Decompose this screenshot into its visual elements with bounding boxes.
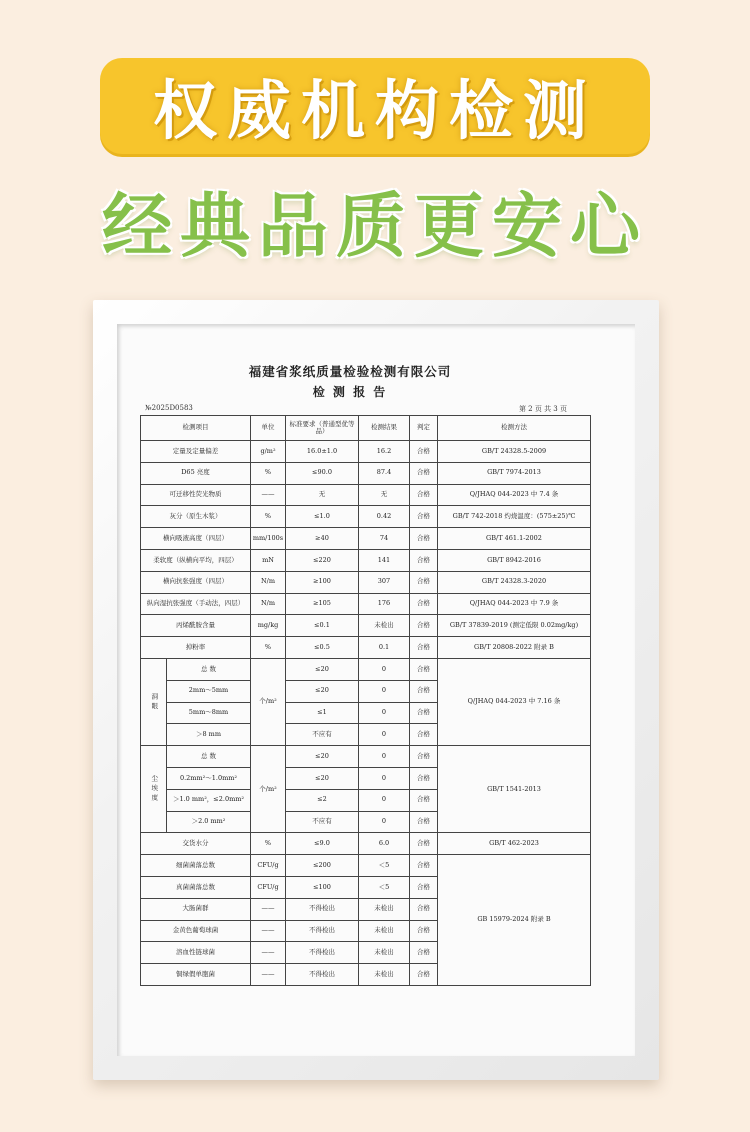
cell-unit: —— [251,898,286,920]
header-item: 检测项目 [141,416,251,441]
cell-standard: 不得检出 [286,920,359,942]
header-verdict: 判定 [410,416,438,441]
cell-result: 未检出 [359,898,410,920]
cell-result: 0 [359,767,410,789]
cell-verdict: 合格 [410,571,438,593]
cell-result: 87.4 [359,462,410,484]
cell-verdict: 合格 [410,942,438,964]
cell-verdict: 合格 [410,811,438,833]
cell-standard: ≥40 [286,528,359,550]
cell-standard: ≤0.1 [286,615,359,637]
cell-unit: 个/m² [251,658,286,745]
hero-badge [100,58,650,154]
cell-item: 可迁移性荧光物质 [141,484,251,506]
cell-standard: ≤1.0 [286,506,359,528]
cell-item: 横向抗张强度（四层） [141,571,251,593]
table-row [141,855,591,877]
report-company: 福建省浆纸质量检验检测有限公司 [248,364,452,379]
cell-result: 无 [359,484,410,506]
cell-verdict: 合格 [410,702,438,724]
cell-item: 总 数 [167,746,251,768]
cell-verdict: 合格 [410,746,438,768]
cell-unit: CFU/g [251,855,286,877]
cell-method: GB 15979-2024 附录 B [438,855,591,986]
cell-verdict: 合格 [410,549,438,571]
cell-verdict: 合格 [410,637,438,659]
cell-unit: % [251,506,286,528]
hero-subtitle: 经典品质更安心 [102,185,648,267]
cell-item: 横向吸液高度（四层） [141,528,251,550]
cell-standard: ≤20 [286,767,359,789]
cell-result: 未检出 [359,920,410,942]
cell-verdict: 合格 [410,441,438,463]
cell-verdict: 合格 [410,833,438,855]
cell-item: ＞2.0 mm² [167,811,251,833]
cell-verdict: 合格 [410,767,438,789]
cell-standard: 不应有 [286,811,359,833]
cell-result: ＜5 [359,876,410,898]
cell-item: 细菌菌落总数 [141,855,251,877]
cell-verdict: 合格 [410,484,438,506]
cell-standard: 不应有 [286,724,359,746]
cell-result: 0 [359,702,410,724]
cell-item: 5mm～8mm [167,702,251,724]
cell-unit: —— [251,484,286,506]
cell-item: 铜绿假单胞菌 [141,964,251,986]
cell-result: 141 [359,549,410,571]
table-row [141,658,591,680]
cell-item: D65 亮度 [141,462,251,484]
cell-standard: ≤1 [286,702,359,724]
cell-verdict: 合格 [410,920,438,942]
table-row [141,833,591,855]
cell-item: 交货水分 [141,833,251,855]
cell-result: 0 [359,789,410,811]
header-standard: 标准要求（普通型优等品） [286,416,359,441]
cell-standard: ≥105 [286,593,359,615]
picture-frame [93,300,659,1080]
cell-verdict: 合格 [410,876,438,898]
cell-standard: 不得检出 [286,942,359,964]
cell-item: 大肠菌群 [141,898,251,920]
cell-method: GB/T 461.1-2002 [438,528,591,550]
cell-standard: ≤2 [286,789,359,811]
cell-unit: % [251,637,286,659]
header-result: 检测结果 [359,416,410,441]
cell-result: 176 [359,593,410,615]
cell-method: GB/T 8942-2016 [438,549,591,571]
cell-result: 6.0 [359,833,410,855]
cell-method: GB/T 24328.5-2009 [438,441,591,463]
cell-verdict: 合格 [410,658,438,680]
header-unit: 单位 [251,416,286,441]
table-row [141,746,591,768]
cell-unit: mg/kg [251,615,286,637]
cell-item: 定量及定量偏差 [141,441,251,463]
table-row [141,615,591,637]
cell-verdict: 合格 [410,789,438,811]
cell-method: GB/T 24328.3-2020 [438,571,591,593]
report-title: 检 测 报 告 [312,385,388,399]
cell-method: Q/JHAQ 044-2023 中 7.16 条 [438,658,591,745]
cell-standard: ≤90.0 [286,462,359,484]
cell-standard: ≥100 [286,571,359,593]
cell-result: 未检出 [359,942,410,964]
cell-method: GB/T 462-2023 [438,833,591,855]
cell-result: 未检出 [359,964,410,986]
cell-verdict: 合格 [410,898,438,920]
cell-standard: ≤20 [286,746,359,768]
cell-method: GB/T 1541-2013 [438,746,591,833]
cell-verdict: 合格 [410,724,438,746]
cell-item: 纵向湿抗张强度（手动法，四层） [141,593,251,615]
cell-standard: ≤20 [286,658,359,680]
cell-unit: g/m² [251,441,286,463]
cell-result: 307 [359,571,410,593]
table-row [141,637,591,659]
cell-category: 尘埃度 [141,746,167,833]
cell-result: 0.42 [359,506,410,528]
cell-standard: ≤200 [286,855,359,877]
cell-result: 0 [359,811,410,833]
cell-result: 16.2 [359,441,410,463]
hero-title: 权威机构检测 [153,75,597,149]
cell-standard: 不得检出 [286,964,359,986]
cell-unit: —— [251,964,286,986]
cell-item: 2mm～5mm [167,680,251,702]
cell-item: 灰分（原生木浆） [141,506,251,528]
cell-standard: ≤9.0 [286,833,359,855]
table-row [141,528,591,550]
cell-verdict: 合格 [410,506,438,528]
cell-standard: 16.0±1.0 [286,441,359,463]
cell-item: ＞8 mm [167,724,251,746]
cell-item: 总 数 [167,658,251,680]
table-row [141,441,591,463]
cell-unit: —— [251,920,286,942]
cell-unit: mm/100s [251,528,286,550]
cell-unit: % [251,833,286,855]
cell-item: 柔软度（纵横向平均，四层） [141,549,251,571]
table-row [141,484,591,506]
cell-verdict: 合格 [410,680,438,702]
cell-verdict: 合格 [410,855,438,877]
cell-unit: % [251,462,286,484]
cell-method: Q/JHAQ 044-2023 中 7.9 条 [438,593,591,615]
cell-item: 真菌菌落总数 [141,876,251,898]
cell-verdict: 合格 [410,462,438,484]
cell-item: 丙烯酰胺含量 [141,615,251,637]
cell-result: 0 [359,658,410,680]
table-row [141,571,591,593]
table-row [141,593,591,615]
cell-item: ＞1.0 mm²，≤2.0mm² [167,789,251,811]
cell-unit: —— [251,942,286,964]
cell-result: 0 [359,746,410,768]
cell-standard: ≤100 [286,876,359,898]
header-method: 检测方法 [438,416,591,441]
cell-item: 金黄色葡萄球菌 [141,920,251,942]
cell-item: 掉粉率 [141,637,251,659]
table-row [141,462,591,484]
cell-standard: 无 [286,484,359,506]
cell-unit: mN [251,549,286,571]
table-row [141,549,591,571]
cell-method: GB/T 37839-2019 (测定低限 0.02mg/kg) [438,615,591,637]
cell-method: Q/JHAQ 044-2023 中 7.4 条 [438,484,591,506]
test-report-document [145,362,579,986]
cell-result: 未检出 [359,615,410,637]
table-header-row [141,416,591,441]
cell-item: 0.2mm²～1.0mm² [167,767,251,789]
cell-verdict: 合格 [410,964,438,986]
cell-method: GB/T 20808-2022 附录 B [438,637,591,659]
cell-standard: ≤220 [286,549,359,571]
cell-result: 74 [359,528,410,550]
cell-standard: ≤20 [286,680,359,702]
cell-item: 溶血性链球菌 [141,942,251,964]
cell-unit: 个/m² [251,746,286,833]
cell-verdict: 合格 [410,615,438,637]
cell-verdict: 合格 [410,528,438,550]
cell-unit: N/m [251,593,286,615]
cell-result: 0 [359,724,410,746]
cell-category: 洞眼 [141,658,167,745]
cell-method: GB/T 742-2018 灼烧温度：(575±25)℃ [438,506,591,528]
report-table [140,415,591,986]
report-meta [145,404,567,414]
cell-standard: 不得检出 [286,898,359,920]
cell-result: 0.1 [359,637,410,659]
report-number: №2025D0583 [145,404,193,412]
cell-verdict: 合格 [410,593,438,615]
cell-standard: ≤0.5 [286,637,359,659]
report-page: 第 2 页 共 3 页 [518,405,567,413]
cell-unit: N/m [251,571,286,593]
cell-result: ＜5 [359,855,410,877]
cell-result: 0 [359,680,410,702]
cell-unit: CFU/g [251,876,286,898]
cell-method: GB/T 7974-2013 [438,462,591,484]
table-row [141,506,591,528]
